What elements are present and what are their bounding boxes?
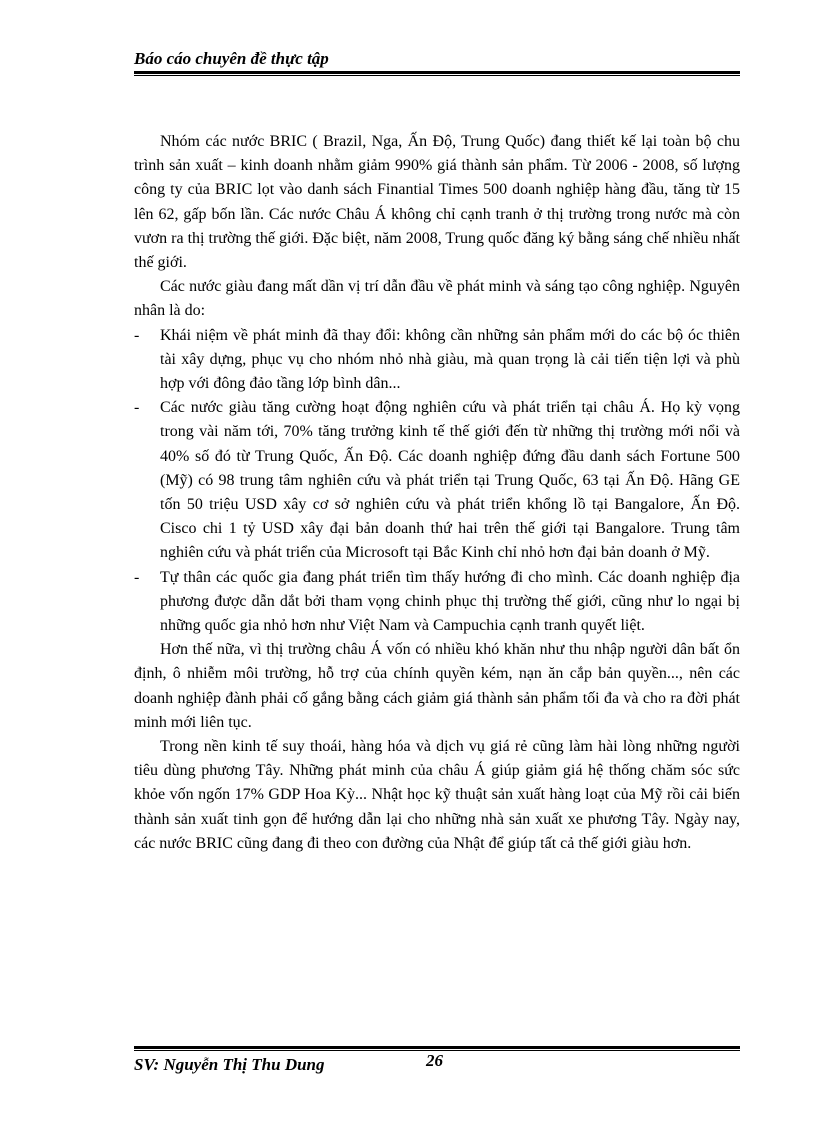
header-rule-thin xyxy=(134,75,740,76)
report-title: Báo cáo chuyên đề thực tập xyxy=(134,49,329,68)
page-number: 26 xyxy=(426,1051,443,1070)
bullet-item-research-asia xyxy=(134,396,740,565)
header-rule-thick xyxy=(134,71,740,74)
bullet-item-developing-countries xyxy=(134,566,740,639)
body-text xyxy=(134,130,740,856)
bullet-marker: - xyxy=(134,399,140,417)
footer-rule-thick xyxy=(134,1046,740,1049)
paragraph-asian-market: Hơn thế nữa, vì thị trường châu Á vốn có nhiều khó khăn như thu nhập người dân bất ổn định, ô nhiễm môi trường, hỗ trợ của chính quyền kém, nạn ăn cắp bản quyền..., nên các doanh nghiệp đành phải cố gắng bằng cách giảm giá thành sản phẩm tối đa và cho ra đời phát minh mới liên tục. xyxy=(134,641,740,731)
paragraph-recession: Trong nền kinh tế suy thoái, hàng hóa và dịch vụ giá rẻ cũng làm hài lòng những người tiêu dùng phương Tây. Những phát minh của châu Á giúp giảm giá hệ thống chăm sóc sức khỏe vốn ngốn 17% GDP Hoa Kỳ... Nhật học kỹ thuật sản xuất hàng loạt của Mỹ rồi cải biến thành sản xuất tinh gọn để hướng dẫn lại cho những nhà sản xuất xe phương Tây. Ngày nay, các nước BRIC cũng đang đi theo con đường của Nhật để giúp tất cả thế giới giàu hơn. xyxy=(134,738,740,852)
bullet-marker: - xyxy=(134,326,140,344)
bullet-marker: - xyxy=(134,568,140,586)
bullet-text: Các nước giàu tăng cường hoạt động nghiên cứu và phát triển tại châu Á. Họ kỳ vọng trong vài năm tới, 70% tăng trưởng kinh tế thế giới đến từ những thị trường mới nổi và 40% số đó từ Trung Quốc, Ấn Độ. Các doanh nghiệp đứng đầu danh sách Fortune 500 (Mỹ) có 98 trung tâm nghiên cứu và phát triển tại Trung Quốc, 63 tại Ấn Độ. Hãng GE tốn 50 triệu USD xây cơ sở nghiên cứu và phát triển khổng lồ tại Bangalore, Ấn Độ. Cisco chi 1 tỷ USD xây đại bản doanh thứ hai trên thế giới tại Bangalore. Trung tâm nghiên cứu và phát triển của Microsoft tại Bắc Kinh chỉ nhỏ hơn đại bản doanh ở Mỹ. xyxy=(160,399,740,562)
bullet-item-invention-concept xyxy=(134,324,740,397)
paragraph-bric: Nhóm các nước BRIC ( Brazil, Nga, Ấn Độ, Trung Quốc) đang thiết kế lại toàn bộ chu trình sản xuất – kinh doanh nhằm giảm 990% giá thành sản phẩm. Từ 2006 - 2008, số lượng công ty của BRIC lọt vào danh sách Finantial Times 500 doanh nghiệp hàng đầu, tăng từ 15 lên 62, gấp bốn lần. Các nước Châu Á không chỉ cạnh tranh ở thị trường trong nước mà còn vươn ra thị trường thế giới. Đặc biệt, năm 2008, Trung quốc đăng ký bằng sáng chế nhiều nhất thế giới. xyxy=(134,133,740,272)
paragraph-rich-countries: Các nước giàu đang mất dần vị trí dẫn đầu về phát minh và sáng tạo công nghiệp. Nguyên nhân là do: xyxy=(134,278,740,320)
bullet-text: Tự thân các quốc gia đang phát triển tìm thấy hướng đi cho mình. Các doanh nghiệp địa phương được dẫn dắt bởi tham vọng chinh phục thị trường thế giới, cũng như lo ngại bị những quốc gia nhỏ hơn như Việt Nam và Campuchia cạnh tranh quyết liệt. xyxy=(160,568,740,635)
bullet-text: Khái niệm về phát minh đã thay đổi: không cần những sản phẩm mới do các bộ óc thiên tài xây dựng, phục vụ cho nhóm nhỏ nhà giàu, mà quan trọng là cải tiến tiện lợi và phù hợp với đông đảo tầng lớp bình dân... xyxy=(160,326,740,393)
footer-author: SV: Nguyễn Thị Thu Dung xyxy=(134,1055,325,1074)
page-header xyxy=(134,48,740,70)
